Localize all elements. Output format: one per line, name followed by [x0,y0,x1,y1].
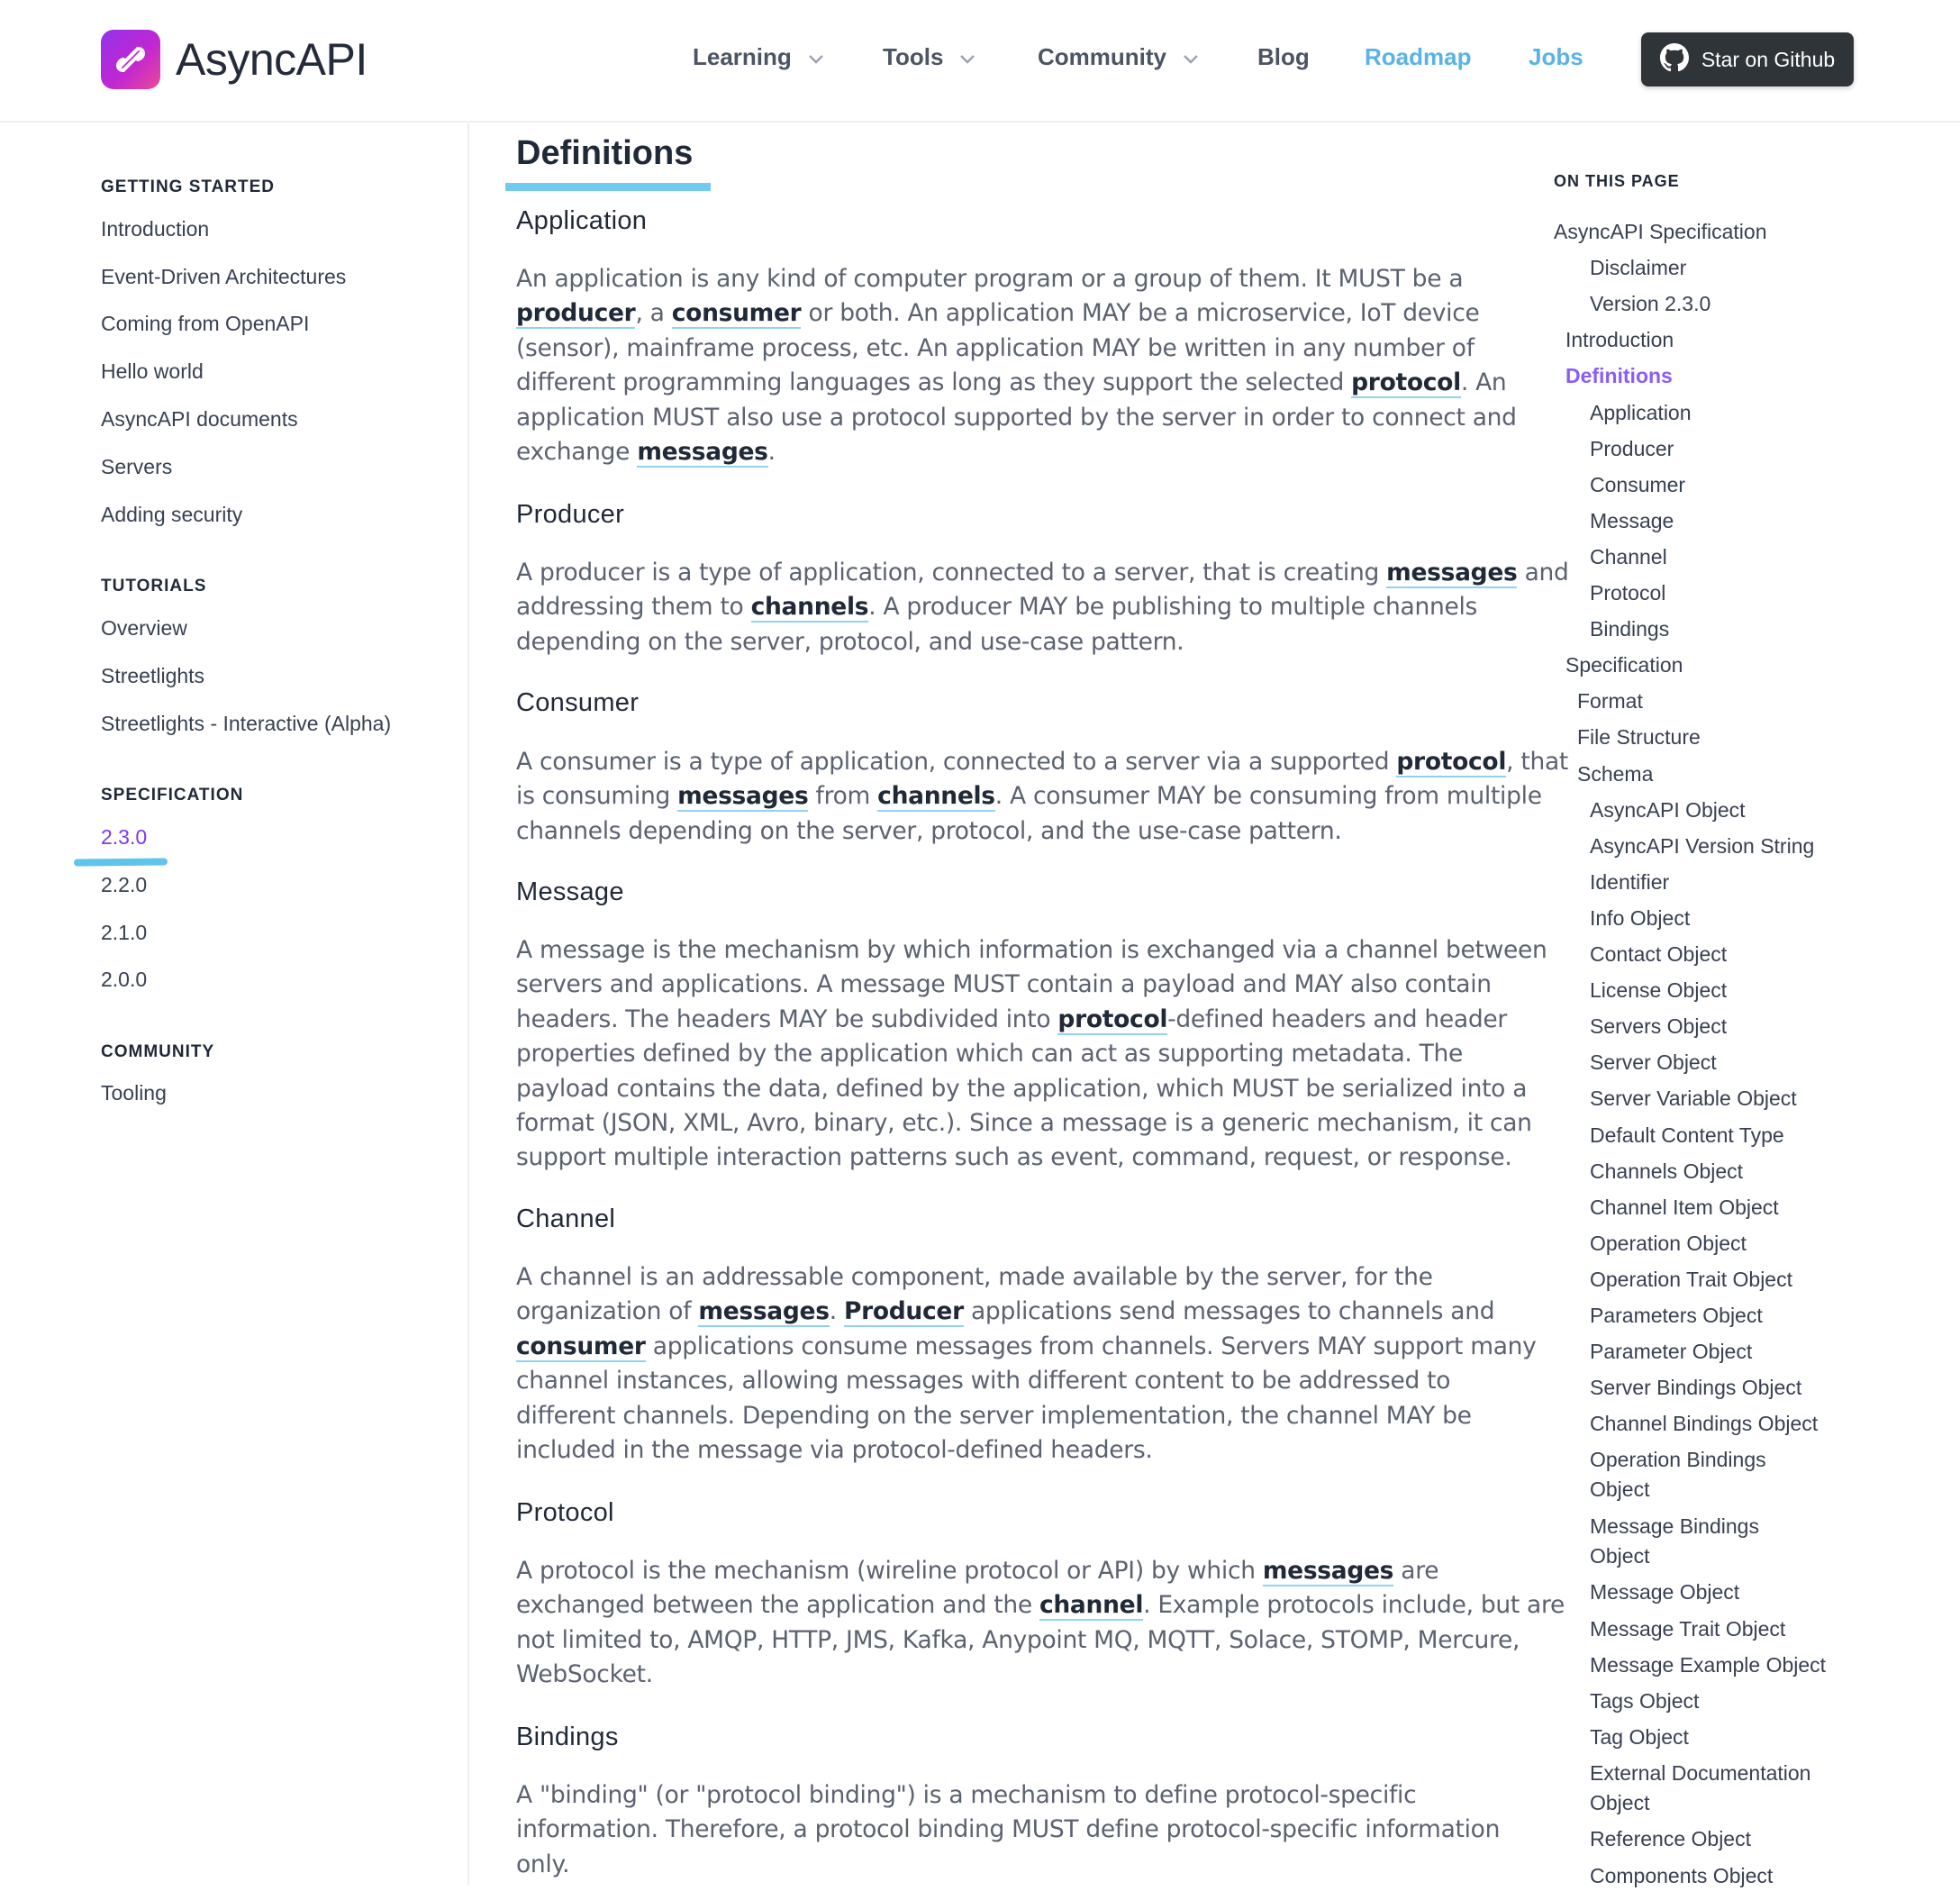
toc-item-label: Message [1590,508,1674,532]
nav-tools-label: Tools [883,43,944,70]
paragraph-text: A "binding" (or "protocol binding") is a mechanism to define protocol-specific [516,1781,1417,1809]
paragraph-line [516,625,1498,659]
toc-item-label: Specification [1565,653,1683,677]
paragraph-text: organization of [516,1297,699,1326]
paragraph-text: An application is any kind of computer program or a group of them. It MUST be a [516,265,1464,293]
active-item-underline [74,858,168,866]
sidebar-item-asyncapi-documents[interactable]: AsyncAPI documents [101,407,298,431]
nav-jobs[interactable] [1529,43,1583,71]
chevron-down-icon [808,43,824,71]
sidebar-section-getting-started: GETTING STARTED [101,177,276,196]
paragraph-text: . [767,438,776,467]
toc-item-message[interactable] [1590,506,1674,536]
toc-item-bindings[interactable] [1590,614,1669,644]
paragraph-line [516,779,1542,814]
sidebar-section-tutorials: TUTORIALS [101,577,207,595]
paragraph-line [516,968,1498,1002]
toc-item-label: Parameter Object [1590,1340,1753,1364]
toc-item-label: Reference Object [1590,1827,1751,1851]
toc-item-label: AsyncAPI Object [1590,797,1746,822]
paragraph-line [516,1588,1565,1623]
inline-link-channel[interactable]: channel [1039,1591,1144,1620]
toc-item-label: Server Variable Object [1590,1086,1797,1111]
toc-item-label: Tags Object [1590,1688,1700,1713]
paragraph-text: properties defined by the application which can act as supporting metadata. The [516,1040,1464,1068]
toc-item-server-bindings-object[interactable] [1590,1373,1801,1403]
paragraph-text: or both. An application MAY be a microservice, IoT device [801,299,1480,328]
toc-item-label: Message Bindings [1590,1514,1759,1538]
paragraph-line [516,1141,1512,1175]
paragraph-text: included in the message via protocol-defined headers. [516,1436,1153,1465]
toc-item-parameter-object[interactable] [1590,1337,1752,1367]
paragraph-line [516,1003,1507,1037]
toc-item-label: Definitions [1565,364,1673,388]
paragraph-line [516,366,1507,400]
paragraph-text: , that [1506,748,1568,776]
toc-item-label: Disclaimer [1590,256,1687,280]
paragraph-line [516,1554,1498,1588]
paragraph-text: . A consumer MAY be consuming from multiple [994,782,1542,811]
toc-item-label: Channels Object [1590,1159,1744,1183]
paragraph-text: are [1393,1557,1439,1585]
toc-item-identifier[interactable] [1590,868,1669,897]
toc-item-channel[interactable] [1590,542,1667,572]
inline-link-channels[interactable]: channels [877,782,995,811]
toc-item-message-trait-object[interactable] [1590,1614,1785,1644]
paragraph-text: WebSocket. [516,1660,653,1689]
paragraph-text: exchange [516,438,638,467]
paragraph-line [516,745,1568,779]
toc-item-label: Contact Object [1590,942,1728,966]
paragraph-producer [516,556,1569,659]
sidebar-item-introduction[interactable]: Introduction [101,217,210,241]
sidebar-item-coming-from-openapi[interactable]: Coming from OpenAPI [101,312,310,335]
paragraph-text: different channels. Depending on the server implementation, the channel MAY be [516,1401,1472,1430]
paragraph-line [516,1072,1528,1106]
paragraph-text: . [829,1297,844,1326]
toc-item-label: Message Example Object [1590,1652,1827,1677]
toc-item-label: Server Bindings Object [1590,1376,1802,1400]
toc-item-operation-object[interactable] [1590,1229,1747,1259]
toc-item-label: License Object [1590,978,1728,1003]
toc-item-label: Message Object [1590,1580,1740,1605]
page-title: Definitions [516,134,694,172]
toc-item-label: Components Object [1590,1863,1774,1887]
paragraph-line [516,1295,1498,1329]
paragraph-message [516,933,1547,1176]
inline-link-messages[interactable]: messages [637,438,768,467]
paragraph-text: from [808,782,878,811]
toc-item-label: AsyncAPI Version String [1590,833,1815,858]
paragraph-line [516,1330,1537,1364]
paragraph-text: addressing them to [516,593,751,622]
toc-item-message-example-object[interactable] [1590,1650,1826,1680]
heading-message: Message [516,877,624,906]
sidebar-item-event-driven-architectures[interactable]: Event-Driven Architectures [101,265,347,288]
toc-item-label: Producer [1590,436,1674,460]
paragraph-line [516,1848,1498,1882]
paragraph-text: , a [635,299,672,328]
sidebar-item-spec-2-2-0[interactable]: 2.2.0 [101,873,148,896]
paragraph-line [516,590,1498,624]
toc-item-label: Info Object [1590,905,1691,930]
toc-item-definitions[interactable] [1565,361,1673,391]
toc-item-label: Bindings [1590,617,1670,641]
paragraph-text: . An [1460,368,1507,397]
inline-link-messages[interactable]: messages [1262,1557,1394,1585]
inline-link-producer[interactable]: Producer [843,1297,964,1326]
paragraph-text: servers and applications. A message MUST contain a payload and MAY also contain [516,970,1492,999]
paragraph-text: -defined headers and header [1167,1005,1507,1033]
inline-link-channels[interactable]: channels [750,593,869,622]
toc-item-label: Identifier [1590,869,1670,894]
github-button-label: Star on Github [1701,47,1836,71]
paragraph-protocol [516,1554,1565,1693]
toc-item-label: Format [1577,689,1643,714]
paragraph-line [516,1433,1498,1468]
toc-item-label: Server Object [1590,1050,1717,1075]
paragraph-application [516,262,1517,469]
paragraph-text: headers. The headers MAY be subdivided into [516,1005,1058,1033]
nav-blog-label: Blog [1257,43,1310,70]
paragraph-line [516,1260,1498,1295]
paragraph-text: A consumer is a type of application, connected to a server via a supported [516,748,1397,776]
paragraph-text: (sensor), mainframe process, etc. An application MAY be written in any number of [516,333,1475,362]
nav-learning[interactable] [693,43,824,71]
paragraph-text: A channel is an addressable component, made available by the server, for the [516,1263,1433,1291]
nav-community[interactable] [1038,43,1199,71]
inline-link-protocol[interactable]: protocol [1351,368,1461,397]
toc-item-label: Operation Bindings [1590,1448,1766,1472]
nav-community-label: Community [1038,43,1166,70]
docs-sidebar [0,123,469,1885]
nav-jobs-label: Jobs [1529,43,1583,70]
nav-tools[interactable] [883,43,975,71]
paragraph-line [516,1778,1498,1813]
toc-item-parameters-object[interactable] [1590,1301,1763,1331]
toc-item-file-structure[interactable] [1577,723,1701,752]
paragraph-text: different programming languages as long as they support the selected [516,368,1352,397]
toc-item-disclaimer[interactable] [1590,253,1686,283]
toc-item-channel-bindings-object[interactable] [1590,1409,1818,1439]
toc-item-label: Message Trait Object [1590,1616,1786,1641]
toc-item-label: Operation Object [1590,1231,1747,1255]
paragraph-text: A producer is a type of application, connected to a server, that is creating [516,559,1387,586]
paragraph-text: channels depending on the server, protocol, and the use-case pattern. [516,816,1342,845]
inline-link-messages[interactable]: messages [1386,559,1518,586]
toc-item-tags-object[interactable] [1590,1686,1699,1716]
toc-item-schema[interactable] [1577,759,1653,789]
toc-item-asyncapi-specification[interactable] [1554,217,1767,247]
paragraph-text: not limited to, AMQP, HTTP, JMS, Kafka, Anypoint MQ, MQTT, Solace, STOMP, Mercure, [516,1625,1520,1654]
toc-item-servers-object[interactable] [1590,1012,1727,1041]
paragraph-line [516,435,1498,469]
chevron-down-icon [959,43,975,71]
toc-item-asyncapi-version-string[interactable] [1590,832,1814,861]
heading-channel: Channel [516,1205,616,1233]
paragraph-line [516,556,1569,590]
sidebar-item-adding-security[interactable]: Adding security [101,503,243,526]
paragraph-line [516,332,1498,366]
toc-item-version-2-3-0[interactable] [1590,289,1710,319]
paragraph-channel [516,1260,1537,1468]
toc-item-label: Introduction [1565,328,1674,352]
paragraph-text: applications send messages to channels and [963,1297,1495,1326]
paragraph-text: format (JSON, XML, Avro, binary, etc.). Since a message is a generic mechanism, it can [516,1109,1532,1138]
toc-item-components-object[interactable] [1590,1861,1773,1891]
sidebar-item-streetlights[interactable]: Streetlights [101,664,205,687]
paragraph-text: applications consume messages from channels. Servers MAY support many [645,1332,1537,1360]
paragraph-line [516,1813,1501,1847]
sidebar-item-streetlights-interactive[interactable]: Streetlights - Interactive (Alpha) [101,712,392,735]
nav-roadmap[interactable] [1365,43,1471,71]
inline-link-protocol[interactable]: protocol [1396,748,1507,776]
toc-item-license-object[interactable] [1590,976,1727,1005]
paragraph-line [516,1399,1498,1433]
sidebar-section-specification: SPECIFICATION [101,786,244,805]
paragraph-line [516,401,1517,435]
toc-item-label: Servers Object [1590,1014,1728,1039]
toc-item-info-object[interactable] [1590,904,1690,933]
toc-item-label-continued: Object [1590,1543,1650,1568]
paragraph-text: . A producer MAY be publishing to multiple channels [868,593,1478,622]
toc-item-message-bindings[interactable] [1590,1512,1759,1571]
paragraph-bindings [516,1778,1501,1882]
paragraph-text: only. [516,1850,570,1878]
toc-item-external-documentation[interactable] [1590,1759,1810,1818]
paragraph-line [516,1658,1498,1692]
github-icon [1660,43,1689,77]
toc-item-server-variable-object[interactable] [1590,1084,1797,1114]
inline-link-consumer[interactable]: consumer [516,1332,646,1360]
sidebar-item-spec-2-3-0[interactable]: 2.3.0 [101,825,148,849]
chevron-down-icon [1183,43,1199,71]
nav-learning-label: Learning [693,43,792,70]
heading-application: Application [516,206,648,235]
nav-blog[interactable] [1257,43,1310,71]
inline-link-producer[interactable]: producer [516,299,636,328]
paragraph-text: . Example protocols include, but are [1143,1591,1565,1620]
inline-link-messages[interactable]: messages [698,1297,830,1326]
toc-item-label: AsyncAPI Specification [1554,220,1767,243]
logo-text: AsyncAPI [176,34,368,85]
toc-item-introduction[interactable] [1565,325,1674,355]
toc-item-label: Schema [1577,761,1654,786]
toc-item-label: Operation Trait Object [1590,1267,1792,1291]
paragraph-text: support multiple interaction patterns such as event, command, request, or response. [516,1143,1512,1172]
toc-item-label: Tag Object [1590,1724,1689,1749]
heading-bindings: Bindings [516,1723,619,1751]
toc-item-asyncapi-object[interactable] [1590,795,1746,825]
toc-item-label-continued: Object [1590,1477,1650,1502]
sidebar-item-spec-2-0-0[interactable]: 2.0.0 [101,968,148,991]
star-on-github-button[interactable] [1641,32,1854,86]
sidebar-item-servers[interactable]: Servers [101,455,173,478]
sidebar-item-hello-world[interactable]: Hello world [101,359,204,383]
toc-item-label: Channel Bindings Object [1590,1412,1819,1436]
paragraph-text: A protocol is the mechanism (wireline protocol or API) by which [516,1557,1263,1585]
paragraph-text: payload contains the data, defined by the application, which MUST be serialized into a [516,1074,1528,1103]
heading-protocol: Protocol [516,1498,614,1527]
top-navbar [0,0,1960,123]
paragraph-text: and [1517,559,1569,586]
toc-item-channels-object[interactable] [1590,1157,1743,1186]
sidebar-item-spec-2-1-0[interactable]: 2.1.0 [101,921,148,944]
paragraph-line [516,1106,1532,1141]
inline-link-consumer[interactable]: consumer [671,299,802,328]
title-underline [505,183,711,191]
toc-item-label: Consumer [1590,472,1686,496]
paragraph-line [516,1623,1520,1658]
paragraph-text: A message is the mechanism by which information is exchanged via a channel between [516,936,1547,964]
inline-link-messages[interactable]: messages [677,782,809,811]
toc-item-label: File Structure [1577,725,1701,750]
nav-roadmap-label: Roadmap [1365,43,1472,70]
toc-item-server-object[interactable] [1590,1048,1717,1077]
toc-item-protocol[interactable] [1590,578,1665,608]
paragraph-line [516,1037,1498,1071]
toc-item-producer[interactable] [1590,434,1674,464]
paragraph-line [516,296,1498,331]
paragraph-text: depending on the server, protocol, and use-case pattern. [516,627,1184,656]
toc-item-application[interactable] [1590,398,1692,428]
paragraph-text: information. Therefore, a protocol binding MUST define protocol-specific information [516,1815,1501,1844]
toc-item-label: Protocol [1590,581,1666,605]
heading-producer: Producer [516,500,625,529]
sidebar-item-tooling[interactable]: Tooling [101,1081,167,1105]
paragraph-consumer [516,745,1568,849]
toc-item-label: Parameters Object [1590,1304,1763,1327]
toc-item-label: Channel [1590,544,1667,568]
sidebar-section-community: COMMUNITY [101,1042,215,1061]
paragraph-line [516,1364,1498,1398]
toc-item-specification[interactable] [1565,650,1683,680]
toc-item-consumer[interactable] [1590,470,1685,500]
toc-item-label: Channel Item Object [1590,1195,1779,1219]
toc-item-reference-object[interactable] [1590,1824,1751,1854]
toc-title: ON THIS PAGE [1554,172,1680,190]
toc-item-label: External Documentation [1590,1760,1811,1785]
heading-consumer: Consumer [516,688,640,717]
toc-item-operation-bindings[interactable] [1590,1445,1766,1505]
paragraph-text: application MUST also use a protocol supported by the server in order to connect and [516,403,1517,432]
paragraph-line [516,262,1498,296]
toc-item-message-object[interactable] [1590,1577,1739,1607]
paragraph-line [516,814,1498,849]
paragraph-text: exchanged between the application and the [516,1591,1039,1620]
toc-item-operation-trait-object[interactable] [1590,1265,1792,1295]
toc-item-label: Version 2.3.0 [1590,292,1711,316]
toc-item-channel-item-object[interactable] [1590,1193,1779,1223]
toc-item-label: Application [1590,400,1692,424]
paragraph-text: is consuming [516,782,678,811]
toc-item-default-content-type[interactable] [1590,1121,1784,1150]
paragraph-line [516,933,1547,968]
toc-item-label: Default Content Type [1590,1123,1784,1147]
inline-link-protocol[interactable]: protocol [1057,1005,1168,1033]
toc-item-tag-object[interactable] [1590,1723,1689,1752]
toc-item-label-continued: Object [1590,1790,1650,1814]
toc-item-format[interactable] [1577,686,1643,716]
paragraph-text: channel instances, allowing messages with different content to be addressed to [516,1367,1451,1396]
sidebar-item-overview[interactable]: Overview [101,616,187,640]
toc-item-contact-object[interactable] [1590,940,1727,969]
